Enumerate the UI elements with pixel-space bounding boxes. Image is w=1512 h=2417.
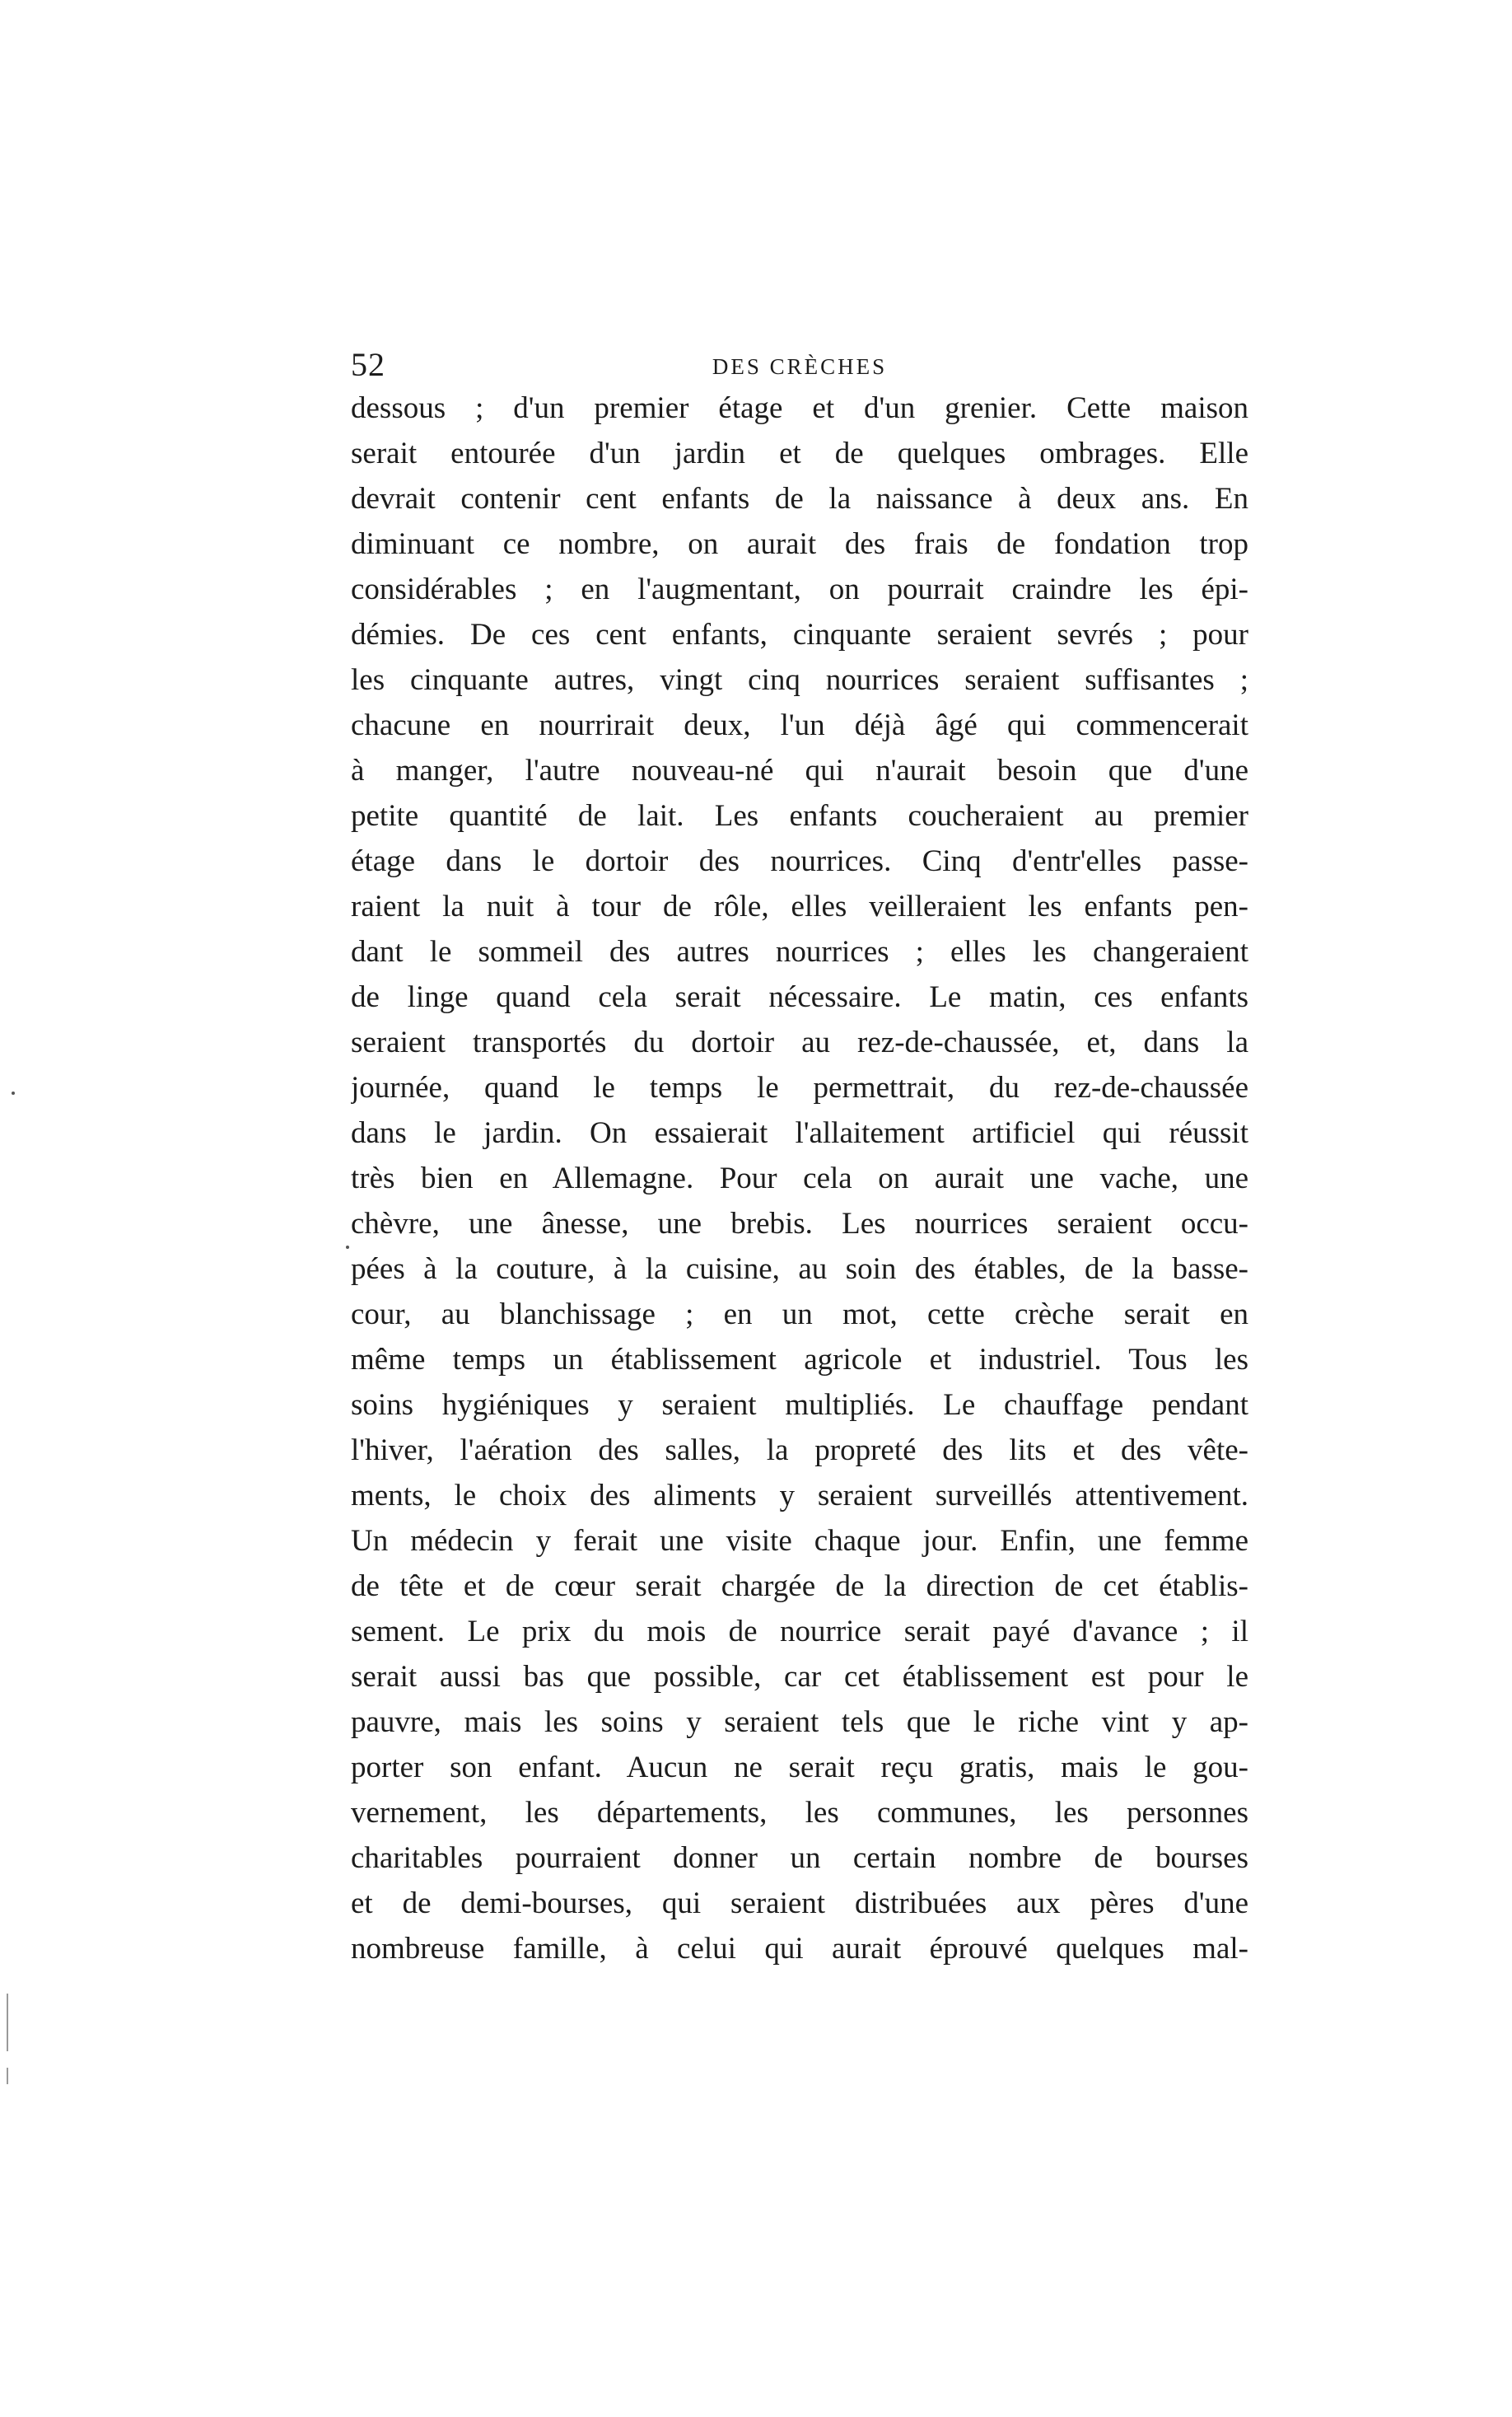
text-line: porter son enfant. Aucun ne serait reçu gratis, mais le gou- (351, 1751, 1248, 1784)
text-line: diminuant ce nombre, on aurait des frais de fondation trop (351, 527, 1248, 561)
text-line: raient la nuit à tour de rôle, elles veilleraient les enfants pen- (351, 890, 1248, 923)
text-line: étage dans le dortoir des nourrices. Cinq d'entr'elles passe- (351, 844, 1248, 878)
text-line: chacune en nourrirait deux, l'un déjà âgé qui commencerait (351, 708, 1248, 742)
text-line: journée, quand le temps le permettrait, du rez-de-chaussée (351, 1071, 1248, 1105)
text-line: considérables ; en l'augmentant, on pourrait craindre les épi- (351, 573, 1248, 606)
text-line: soins hygiéniques y seraient multipliés. Le chauffage pendant (351, 1388, 1248, 1422)
text-line: dessous ; d'un premier étage et d'un grenier. Cette maison (351, 391, 1248, 425)
scan-dot-mark (12, 1092, 15, 1095)
scan-edge-mark (7, 1994, 8, 2051)
text-line: les cinquante autres, vingt cinq nourrices seraient suffisantes ; (351, 663, 1248, 697)
text-line: petite quantité de lait. Les enfants coucheraient au premier (351, 799, 1248, 833)
text-line: dans le jardin. On essaierait l'allaitement artificiel qui réussit (351, 1116, 1248, 1150)
text-line: très bien en Allemagne. Pour cela on aurait une vache, une (351, 1162, 1248, 1195)
text-line: nombreuse famille, à celui qui aurait éprouvé quelques mal- (351, 1932, 1248, 1966)
running-title: DES CRÈCHES (712, 354, 888, 379)
text-line: pauvre, mais les soins y seraient tels que le riche vint y ap- (351, 1705, 1248, 1739)
text-line: de linge quand cela serait nécessaire. Le matin, ces enfants (351, 980, 1248, 1014)
text-line: à manger, l'autre nouveau-né qui n'aurait besoin que d'une (351, 754, 1248, 788)
text-line: de tête et de cœur serait chargée de la direction de cet établis- (351, 1569, 1248, 1603)
text-line: serait entourée d'un jardin et de quelques ombrages. Elle (351, 437, 1248, 470)
text-line: démies. De ces cent enfants, cinquante seraient sevrés ; pour (351, 618, 1248, 652)
text-line: sement. Le prix du mois de nourrice serait payé d'avance ; il (351, 1615, 1248, 1648)
text-line: même temps un établissement agricole et industriel. Tous les (351, 1343, 1248, 1377)
text-line: pées à la couture, à la cuisine, au soin des étables, de la basse- (351, 1252, 1248, 1286)
text-line: cour, au blanchissage ; en un mot, cette crèche serait en (351, 1297, 1248, 1331)
text-line: devrait contenir cent enfants de la naissance à deux ans. En (351, 482, 1248, 516)
text-line: charitables pourraient donner un certain nombre de bourses (351, 1841, 1248, 1875)
text-line: ments, le choix des aliments y seraient surveillés attentivement. (351, 1479, 1248, 1512)
body-text (351, 386, 1248, 1971)
scan-dot-mark (346, 1246, 349, 1249)
text-line: dant le sommeil des autres nourrices ; elles les changeraient (351, 935, 1248, 969)
text-line: serait aussi bas que possible, car cet établissement est pour le (351, 1660, 1248, 1694)
scan-edge-mark (7, 2068, 8, 2084)
text-line: chèvre, une ânesse, une brebis. Les nourrices seraient occu- (351, 1207, 1248, 1241)
text-line: vernement, les départements, les communes, les personnes (351, 1796, 1248, 1830)
text-line: seraient transportés du dortoir au rez-de-chaussée, et, dans la (351, 1026, 1248, 1059)
running-head (351, 344, 1248, 386)
text-line: Un médecin y ferait une visite chaque jour. Enfin, une femme (351, 1524, 1248, 1558)
text-line: et de demi-bourses, qui seraient distribuées aux pères d'une (351, 1886, 1248, 1920)
page-number: 52 (351, 346, 385, 383)
text-line: l'hiver, l'aération des salles, la propreté des lits et des vête- (351, 1433, 1248, 1467)
